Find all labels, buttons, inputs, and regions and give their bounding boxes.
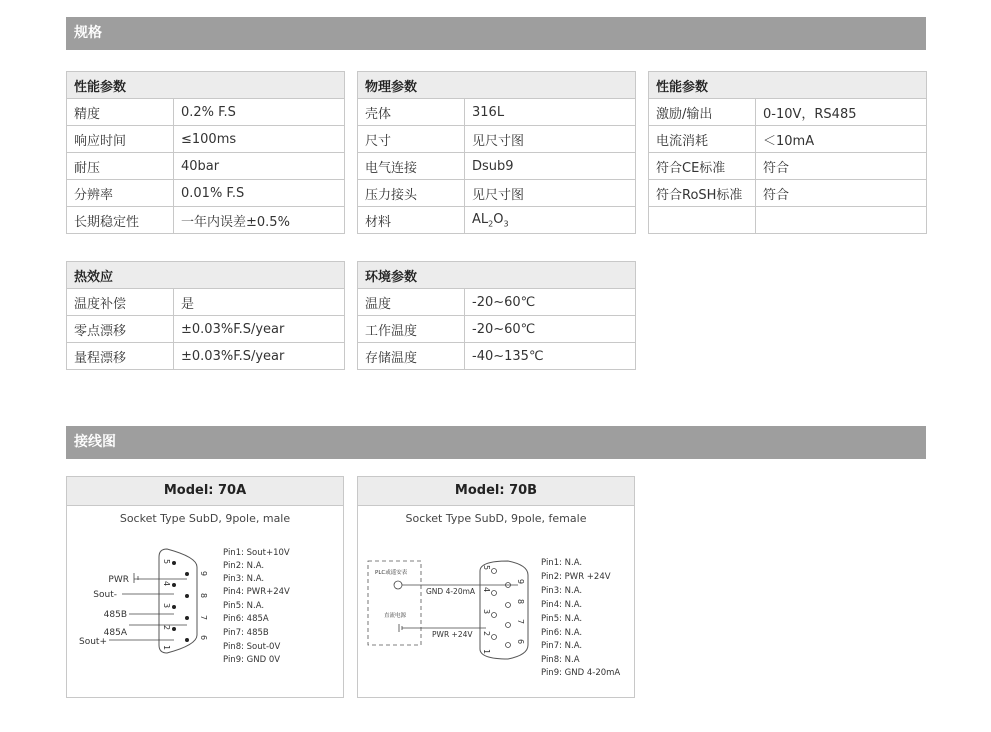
param-name: 响应时间 [67, 126, 174, 153]
spec-section-title: 规格 [66, 17, 926, 50]
pin-dot [172, 627, 176, 631]
pin-desc: Pin1: Sout+10V [223, 548, 290, 558]
table-row [358, 126, 636, 153]
pin-number: 5 [482, 565, 491, 571]
wiring-panel-70b [357, 476, 635, 698]
pin-desc: Pin4: N.A. [541, 600, 583, 610]
wire-label: 485A [103, 628, 127, 638]
pin-desc: Pin2: PWR +24V [541, 572, 611, 582]
pin-desc: Pin3: N.A. [223, 574, 265, 584]
param-name [649, 207, 756, 234]
param-name: 零点漂移 [67, 316, 174, 343]
table-header: 性能参数 [649, 72, 927, 99]
pin-number: 7 [199, 615, 208, 621]
table-row [649, 180, 927, 207]
table-row [67, 207, 345, 234]
param-name: 材料 [358, 207, 465, 234]
wiring-diagram-70a [67, 527, 343, 697]
pin-desc: Pin6: N.A. [541, 628, 583, 638]
socket-subtitle: Socket Type SubD, 9pole, female [405, 512, 587, 525]
wire-label: 485B [103, 610, 127, 620]
model-title: Model: 70B [358, 477, 634, 506]
wiring-section-title: 接线图 [66, 426, 926, 459]
pin-number: 6 [199, 635, 208, 641]
dc-source-label: 直流电源 [384, 613, 407, 619]
pin-desc: Pin5: N.A. [223, 601, 265, 611]
pin-number: 8 [199, 593, 208, 599]
pin-desc: Pin8: Sout-0V [223, 642, 281, 652]
pin-desc: Pin8: N.A [541, 655, 580, 665]
pin-dot [185, 638, 189, 642]
pin-dot [172, 583, 176, 587]
pin-socket [506, 603, 511, 608]
pin-socket [506, 643, 511, 648]
thermal-table [66, 261, 345, 370]
param-value: Dsub9 [465, 153, 636, 180]
table-row [67, 343, 345, 370]
table-header: 物理参数 [358, 72, 636, 99]
formula-sub-3: 3 [503, 219, 509, 229]
param-value: -40~135℃ [465, 343, 636, 370]
pin-desc: Pin7: N.A. [541, 641, 583, 651]
param-value: 符合 [756, 180, 927, 207]
pin-desc: Pin6: 485A [223, 614, 269, 624]
table-row [358, 289, 636, 316]
param-name: 尺寸 [358, 126, 465, 153]
wire-label: Sout- [93, 590, 117, 600]
param-name: 符合RoSH标准 [649, 180, 756, 207]
param-value: ≤100ms [174, 126, 345, 153]
pin-number: 8 [516, 599, 525, 605]
param-name: 精度 [67, 99, 174, 126]
pin-dot [185, 572, 189, 576]
table-row [358, 180, 636, 207]
table-header: 热效应 [67, 262, 345, 289]
param-value: 0.2% F.S [174, 99, 345, 126]
table-row [67, 180, 345, 207]
pin-desc: Pin3: N.A. [541, 586, 583, 596]
param-name: 电气连接 [358, 153, 465, 180]
param-value: ±0.03%F.S/year [174, 343, 345, 370]
dsub-connector-outline [159, 549, 197, 653]
param-name: 长期稳定性 [67, 207, 174, 234]
pin-number: 7 [516, 619, 525, 625]
param-value: 符合 [756, 153, 927, 180]
table-header: 性能参数 [67, 72, 345, 99]
pin-desc: Pin7: 485B [223, 628, 269, 638]
param-value: -20~60℃ [465, 289, 636, 316]
pin-number: 2 [162, 625, 171, 631]
param-name: 压力接头 [358, 180, 465, 207]
param-name: 温度 [358, 289, 465, 316]
performance-table [66, 71, 345, 234]
pin-number: 6 [516, 639, 525, 645]
wire-label: PWR [108, 575, 129, 585]
table-row [649, 99, 927, 126]
param-value: 0.01% F.S [174, 180, 345, 207]
pin-desc: Pin1: N.A. [541, 558, 583, 568]
param-value: 一年内误差±0.5% [174, 207, 345, 234]
pin-desc: Pin9: GND 0V [223, 655, 281, 665]
param-name: 温度补偿 [67, 289, 174, 316]
param-name: 壳体 [358, 99, 465, 126]
table-row [358, 153, 636, 180]
wiring-panel-70a [66, 476, 344, 698]
formula-al: AL [472, 211, 489, 227]
param-value: 0-10V，RS485 [756, 99, 927, 126]
param-name: 耐压 [67, 153, 174, 180]
pin-number: 2 [482, 631, 491, 637]
param-value: ±0.03%F.S/year [174, 316, 345, 343]
param-name: 符合CE标准 [649, 153, 756, 180]
pin-number: 4 [162, 581, 171, 587]
param-value: 是 [174, 289, 345, 316]
table-row [358, 99, 636, 126]
physical-table [357, 71, 636, 234]
param-name: 激励/输出 [649, 99, 756, 126]
pin-number: 3 [162, 603, 171, 609]
pin-number: 1 [162, 645, 171, 651]
pin-dot [185, 616, 189, 620]
formula-sub-2: 2 [488, 219, 494, 229]
param-value: 见尺寸图 [465, 180, 636, 207]
pin-socket [492, 635, 497, 640]
table-row [649, 126, 927, 153]
param-name: 存储温度 [358, 343, 465, 370]
pin-socket [492, 591, 497, 596]
pin-desc: Pin2: N.A. [223, 561, 265, 571]
pin-dot [172, 605, 176, 609]
pin-socket [492, 569, 497, 574]
meter-icon [394, 581, 402, 589]
pin-desc: Pin9: GND 4-20mA [541, 668, 621, 678]
param-value: -20~60℃ [465, 316, 636, 343]
pin-number: 1 [482, 649, 491, 655]
environment-table [357, 261, 636, 370]
electrical-table [648, 71, 927, 234]
param-name: 工作温度 [358, 316, 465, 343]
pin-number: 5 [162, 559, 171, 565]
pin-dot [172, 561, 176, 565]
model-title: Model: 70A [67, 477, 343, 506]
table-row [358, 207, 636, 234]
pin-desc: Pin5: N.A. [541, 614, 583, 624]
param-value: 316L [465, 99, 636, 126]
wiring-diagram-70b [358, 527, 634, 697]
param-name: 电流消耗 [649, 126, 756, 153]
wire-label: PWR +24V [432, 630, 473, 639]
pin-socket [492, 613, 497, 618]
socket-subtitle: Socket Type SubD, 9pole, male [119, 512, 291, 525]
pin-dot [185, 594, 189, 598]
table-row [358, 316, 636, 343]
param-value: 40bar [174, 153, 345, 180]
formula-o: O [493, 211, 504, 227]
pin-number: 3 [482, 609, 491, 615]
table-row [649, 207, 927, 234]
param-value: ＜10mA [756, 126, 927, 153]
pin-number: 9 [199, 571, 208, 577]
param-name: 量程漂移 [67, 343, 174, 370]
table-row [67, 126, 345, 153]
pin-number: 9 [516, 579, 525, 585]
pin-socket [506, 623, 511, 628]
plc-label: PLC或遥安表 [375, 570, 408, 576]
table-row [358, 343, 636, 370]
wire-label: Sout+ [79, 637, 107, 647]
param-value [465, 207, 636, 234]
table-row [67, 289, 345, 316]
table-header: 环境参数 [358, 262, 636, 289]
pin-desc: Pin4: PWR+24V [223, 587, 290, 597]
table-row [67, 99, 345, 126]
param-value [756, 207, 927, 234]
param-name: 分辨率 [67, 180, 174, 207]
table-row [67, 316, 345, 343]
pin-number: 4 [482, 587, 491, 593]
table-row [67, 153, 345, 180]
param-value: 见尺寸图 [465, 126, 636, 153]
wire-label: GND 4-20mA [426, 587, 476, 596]
table-row [649, 153, 927, 180]
